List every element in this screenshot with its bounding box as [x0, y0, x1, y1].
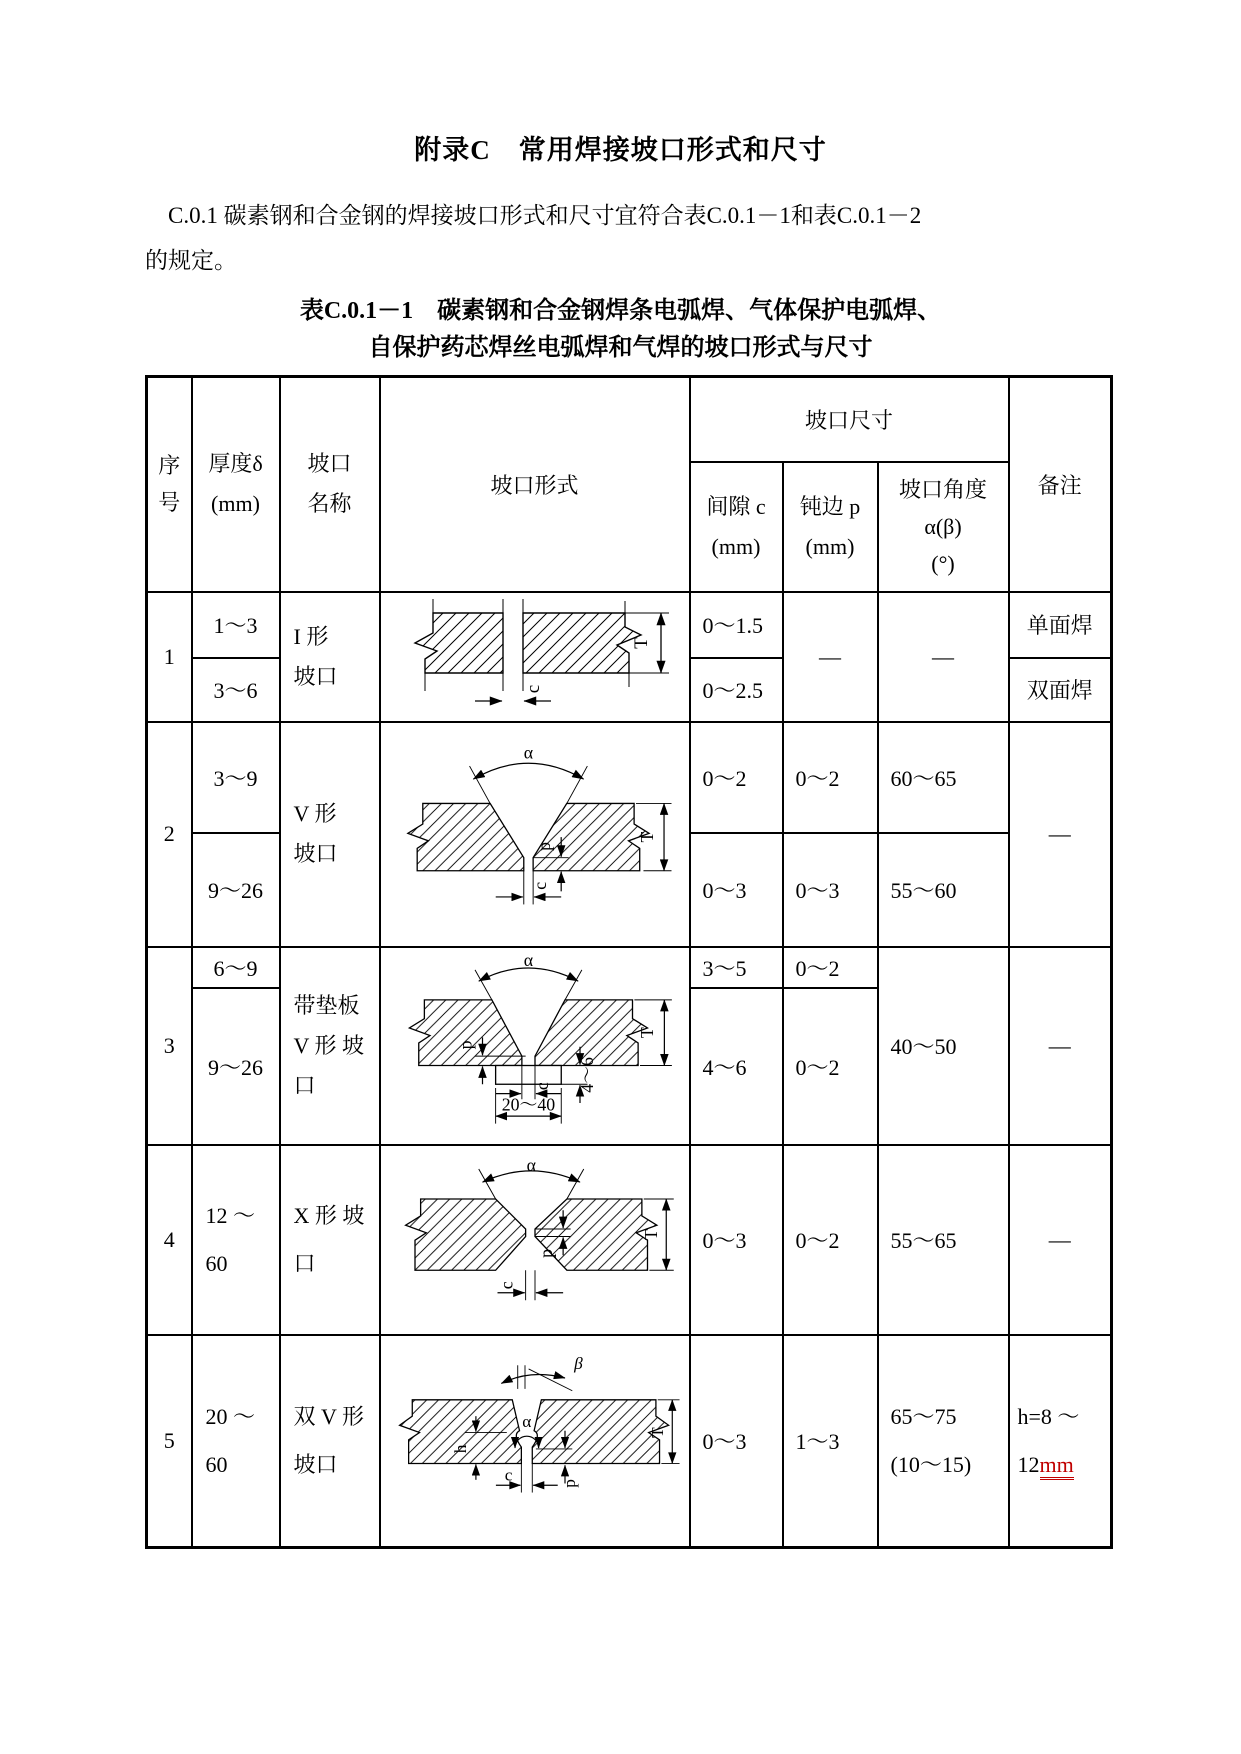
cell-blunt-3b: 0～2 — [783, 988, 878, 1145]
table-row — [147, 947, 1112, 988]
header-seq-l2: 号 — [158, 490, 181, 516]
header-gap-unit: (mm) — [711, 533, 761, 559]
cell-remark-4: — — [1009, 1145, 1112, 1335]
header-angle-l1: 坡口角度 — [899, 477, 988, 502]
dim-label-backing-width: 20～40 — [501, 1094, 555, 1114]
page-title: 附录C 常用焊接坡口形式和尺寸 — [414, 135, 827, 165]
header-groove-name — [280, 377, 380, 592]
cell-thickness-1b: 3～6 — [192, 658, 280, 722]
dim-label-alpha: α — [523, 742, 533, 763]
header-size-group: 坡口尺寸 — [690, 377, 1009, 462]
groove-diagram-v-backing — [385, 951, 685, 1135]
cell-gap-2a: 0～2 — [690, 722, 783, 833]
cell-form-1 — [380, 592, 690, 722]
header-gap — [690, 462, 783, 592]
header-groove-name-l1: 坡口 — [307, 451, 352, 477]
cell-thickness-3b: 9～26 — [192, 988, 280, 1145]
header-thickness-unit: (mm) — [211, 491, 260, 517]
cell-angle-1: — — [878, 592, 1009, 722]
dim-label-T: T — [630, 636, 652, 649]
cell-thickness-1a: 1～3 — [192, 592, 280, 658]
cell-gap-1a: 0～1.5 — [690, 592, 783, 658]
cell-blunt-5: 1～3 — [783, 1335, 878, 1548]
cell-gap-3a: 3～5 — [690, 947, 783, 988]
header-groove-name-l2: 名称 — [307, 491, 352, 517]
remark-unit-revision: mm — [1040, 1452, 1074, 1480]
cell-blunt-4: 0～2 — [783, 1145, 878, 1335]
intro-paragraph — [145, 193, 1113, 283]
cell-gap-3b: 4～6 — [690, 988, 783, 1145]
cell-seq-3: 3 — [147, 947, 192, 1145]
header-blunt-unit: (mm) — [805, 533, 855, 559]
cell-seq-4: 4 — [147, 1145, 192, 1335]
cell-angle-2b: 55～60 — [878, 833, 1009, 947]
intro-line-1: C.0.1 碳素钢和合金钢的焊接坡口形式和尺寸宜符合表C.0.1－1和表C.0.1－2 — [168, 203, 922, 228]
header-remark: 备注 — [1009, 377, 1112, 592]
cell-blunt-1: — — [783, 592, 878, 722]
cell-form-5 — [380, 1335, 690, 1548]
cell-name-4: X 形 坡 口 — [280, 1145, 380, 1335]
cell-remark-2: — — [1009, 722, 1112, 947]
dim-label-alpha: α — [521, 1411, 531, 1431]
groove-table — [145, 375, 1113, 1549]
table-row — [147, 592, 1112, 658]
table-caption-line-1: 表C.0.1－1 碳素钢和合金钢焊条电弧焊、气体保护电弧焊、 — [299, 298, 942, 324]
table-caption-line-2: 自保护药芯焊丝电弧焊和气焊的坡口形式与尺寸 — [368, 335, 873, 361]
cell-gap-1b: 0～2.5 — [690, 658, 783, 722]
dim-label-alpha: α — [526, 1154, 536, 1175]
cell-form-4 — [380, 1145, 690, 1335]
cell-gap-5: 0～3 — [690, 1335, 783, 1548]
table-row — [147, 1145, 1112, 1335]
cell-blunt-2b: 0～3 — [783, 833, 878, 947]
cell-form-2 — [380, 722, 690, 947]
dim-label-p: p — [535, 1248, 556, 1258]
header-angle-unit: (°) — [931, 551, 955, 576]
cell-gap-2b: 0～3 — [690, 833, 783, 947]
cell-thickness-5: 20 ～ 60 — [192, 1335, 280, 1548]
groove-diagram-i — [385, 593, 685, 715]
table-row — [147, 1335, 1112, 1548]
dim-label-c: c — [496, 1281, 516, 1290]
remark-value: 12 — [1017, 1451, 1040, 1477]
dim-label-c: c — [531, 1081, 552, 1090]
cell-angle-4: 55～65 — [878, 1145, 1009, 1335]
dim-label-T: T — [636, 831, 657, 843]
cell-seq-5: 5 — [147, 1335, 192, 1548]
cell-angle-3: 40～50 — [878, 947, 1009, 1145]
groove-diagram-v — [385, 738, 685, 925]
header-seq-l1: 序 — [158, 453, 181, 479]
table-row — [147, 722, 1112, 833]
cell-remark-1a: 单面焊 — [1009, 592, 1112, 658]
dim-label-T: T — [647, 1427, 667, 1438]
dim-label-c: c — [522, 684, 544, 693]
cell-form-3 — [380, 947, 690, 1145]
dim-label-p: p — [454, 1039, 475, 1049]
cell-thickness-4: 12 ～ 60 — [192, 1145, 280, 1335]
cell-name-5: 双 V 形 坡口 — [280, 1335, 380, 1548]
dim-label-backing-thickness: 4～6 — [576, 1056, 597, 1093]
cell-name-3: 带垫板 V 形 坡 口 — [280, 947, 380, 1145]
cell-remark-5: h=8 ～ 12mm — [1009, 1335, 1112, 1548]
header-blunt — [783, 462, 878, 592]
dim-label-h: h — [450, 1444, 470, 1453]
header-thickness — [192, 377, 280, 592]
header-row-top — [147, 377, 1112, 462]
table-caption — [0, 293, 1241, 367]
dim-label-p: p — [533, 841, 554, 851]
cell-name-2: V 形 坡口 — [280, 722, 380, 947]
groove-diagram-double-v — [385, 1347, 685, 1529]
header-seq — [147, 377, 192, 592]
dim-label-T: T — [640, 1229, 661, 1241]
dim-label-c: c — [504, 1465, 512, 1485]
dim-label-c: c — [529, 881, 550, 890]
dim-label-alpha: α — [523, 950, 533, 970]
cell-angle-5: 65～75 (10～15) — [878, 1335, 1009, 1548]
cell-remark-1b: 双面焊 — [1009, 658, 1112, 722]
cell-angle-2a: 60～65 — [878, 722, 1009, 833]
cell-remark-3: — — [1009, 947, 1112, 1145]
header-groove-form: 坡口形式 — [380, 377, 690, 592]
header-thickness-l1: 厚度δ — [208, 451, 263, 477]
groove-diagram-x — [385, 1154, 685, 1319]
cell-seq-1: 1 — [147, 592, 192, 722]
cell-thickness-3a: 6～9 — [192, 947, 280, 988]
cell-seq-2: 2 — [147, 722, 192, 947]
dim-label-beta: β — [573, 1353, 583, 1373]
header-angle — [878, 462, 1009, 592]
cell-blunt-2a: 0～2 — [783, 722, 878, 833]
cell-blunt-3a: 0～2 — [783, 947, 878, 988]
cell-gap-4: 0～3 — [690, 1145, 783, 1335]
header-blunt-l1: 钝边 p — [799, 493, 861, 519]
dim-label-T: T — [636, 1026, 657, 1038]
cell-name-1: I 形 坡口 — [280, 592, 380, 722]
cell-thickness-2b: 9～26 — [192, 833, 280, 947]
intro-line-2: 的规定。 — [145, 248, 237, 273]
dim-label-p: p — [559, 1478, 579, 1488]
header-angle-l2: α(β) — [924, 514, 962, 539]
cell-thickness-2a: 3～9 — [192, 722, 280, 833]
header-gap-l1: 间隙 c — [706, 493, 766, 519]
